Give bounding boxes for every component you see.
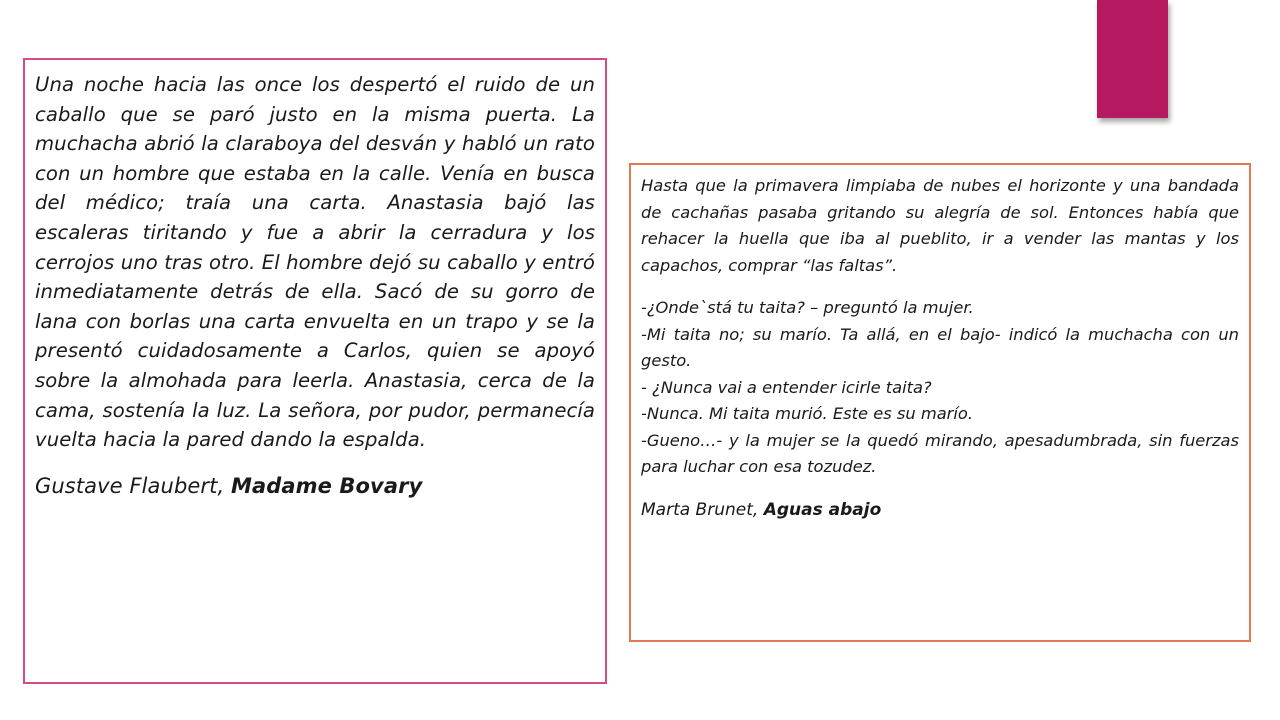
flaubert-work-title: Madame Bovary bbox=[231, 473, 423, 498]
dialogue-line: - ¿Nunca vai a entender icirle taita? bbox=[641, 377, 932, 397]
accent-bar bbox=[1097, 0, 1168, 118]
dialogue-line: -¿Onde`stá tu taita? – preguntó la mujer. bbox=[641, 298, 974, 317]
flaubert-author: Gustave Flaubert, bbox=[35, 473, 232, 498]
brunet-excerpt-box bbox=[629, 163, 1251, 642]
brunet-author: Marta Brunet, bbox=[641, 499, 764, 520]
flaubert-excerpt-box bbox=[23, 58, 607, 684]
brunet-attribution bbox=[641, 497, 1239, 523]
brunet-dialogue bbox=[641, 295, 1239, 481]
brunet-work-title: Aguas abajo bbox=[763, 499, 882, 520]
dialogue-line: -Mi taita no; su marío. Ta allá, en el bajo- indicó la muchacha con un gesto. bbox=[641, 324, 1239, 370]
flaubert-attribution bbox=[35, 471, 595, 501]
dialogue-line: -Gueno…- y la mujer se la quedó mirando, apesadumbrada, sin fuerzas para luchar con esa tozudez. bbox=[641, 430, 1239, 476]
flaubert-excerpt-text: Una noche hacia las once los despertó el ruido de un caballo que se paró justo en la misma puerta. La muchacha abrió la claraboya del desván y habló un rato con un hombre que estaba en la calle. Venía en busca del médico; traía una carta. Anastasia bajó las escaleras tiritando y fue a abrir la cerradura y los cerrojos uno tras otro. El hombre dejó su caballo y entró inmediatamente detrás de ella. Sacó de su gorro de lana con borlas una carta envuelta en un trapo y se la presentó cuidadosamente a Carlos, quien se apoyó sobre la almohada para leerla. Anastasia, cerca de la cama, sostenía la luz. La señora, por pudor, permanecía vuelta hacia la pared dando la espalda. bbox=[35, 73, 595, 452]
brunet-intro-text: Hasta que la primavera limpiaba de nubes el horizonte y una bandada de cachañas pasaba gritando su alegría de sol. Entonces había que rehacer la huella que iba al pueblito, ir a vender las mantas y los capachos, comprar “las faltas”. bbox=[641, 176, 1239, 275]
dialogue-line: -Nunca. Mi taita murió. Este es su marío. bbox=[641, 404, 974, 423]
